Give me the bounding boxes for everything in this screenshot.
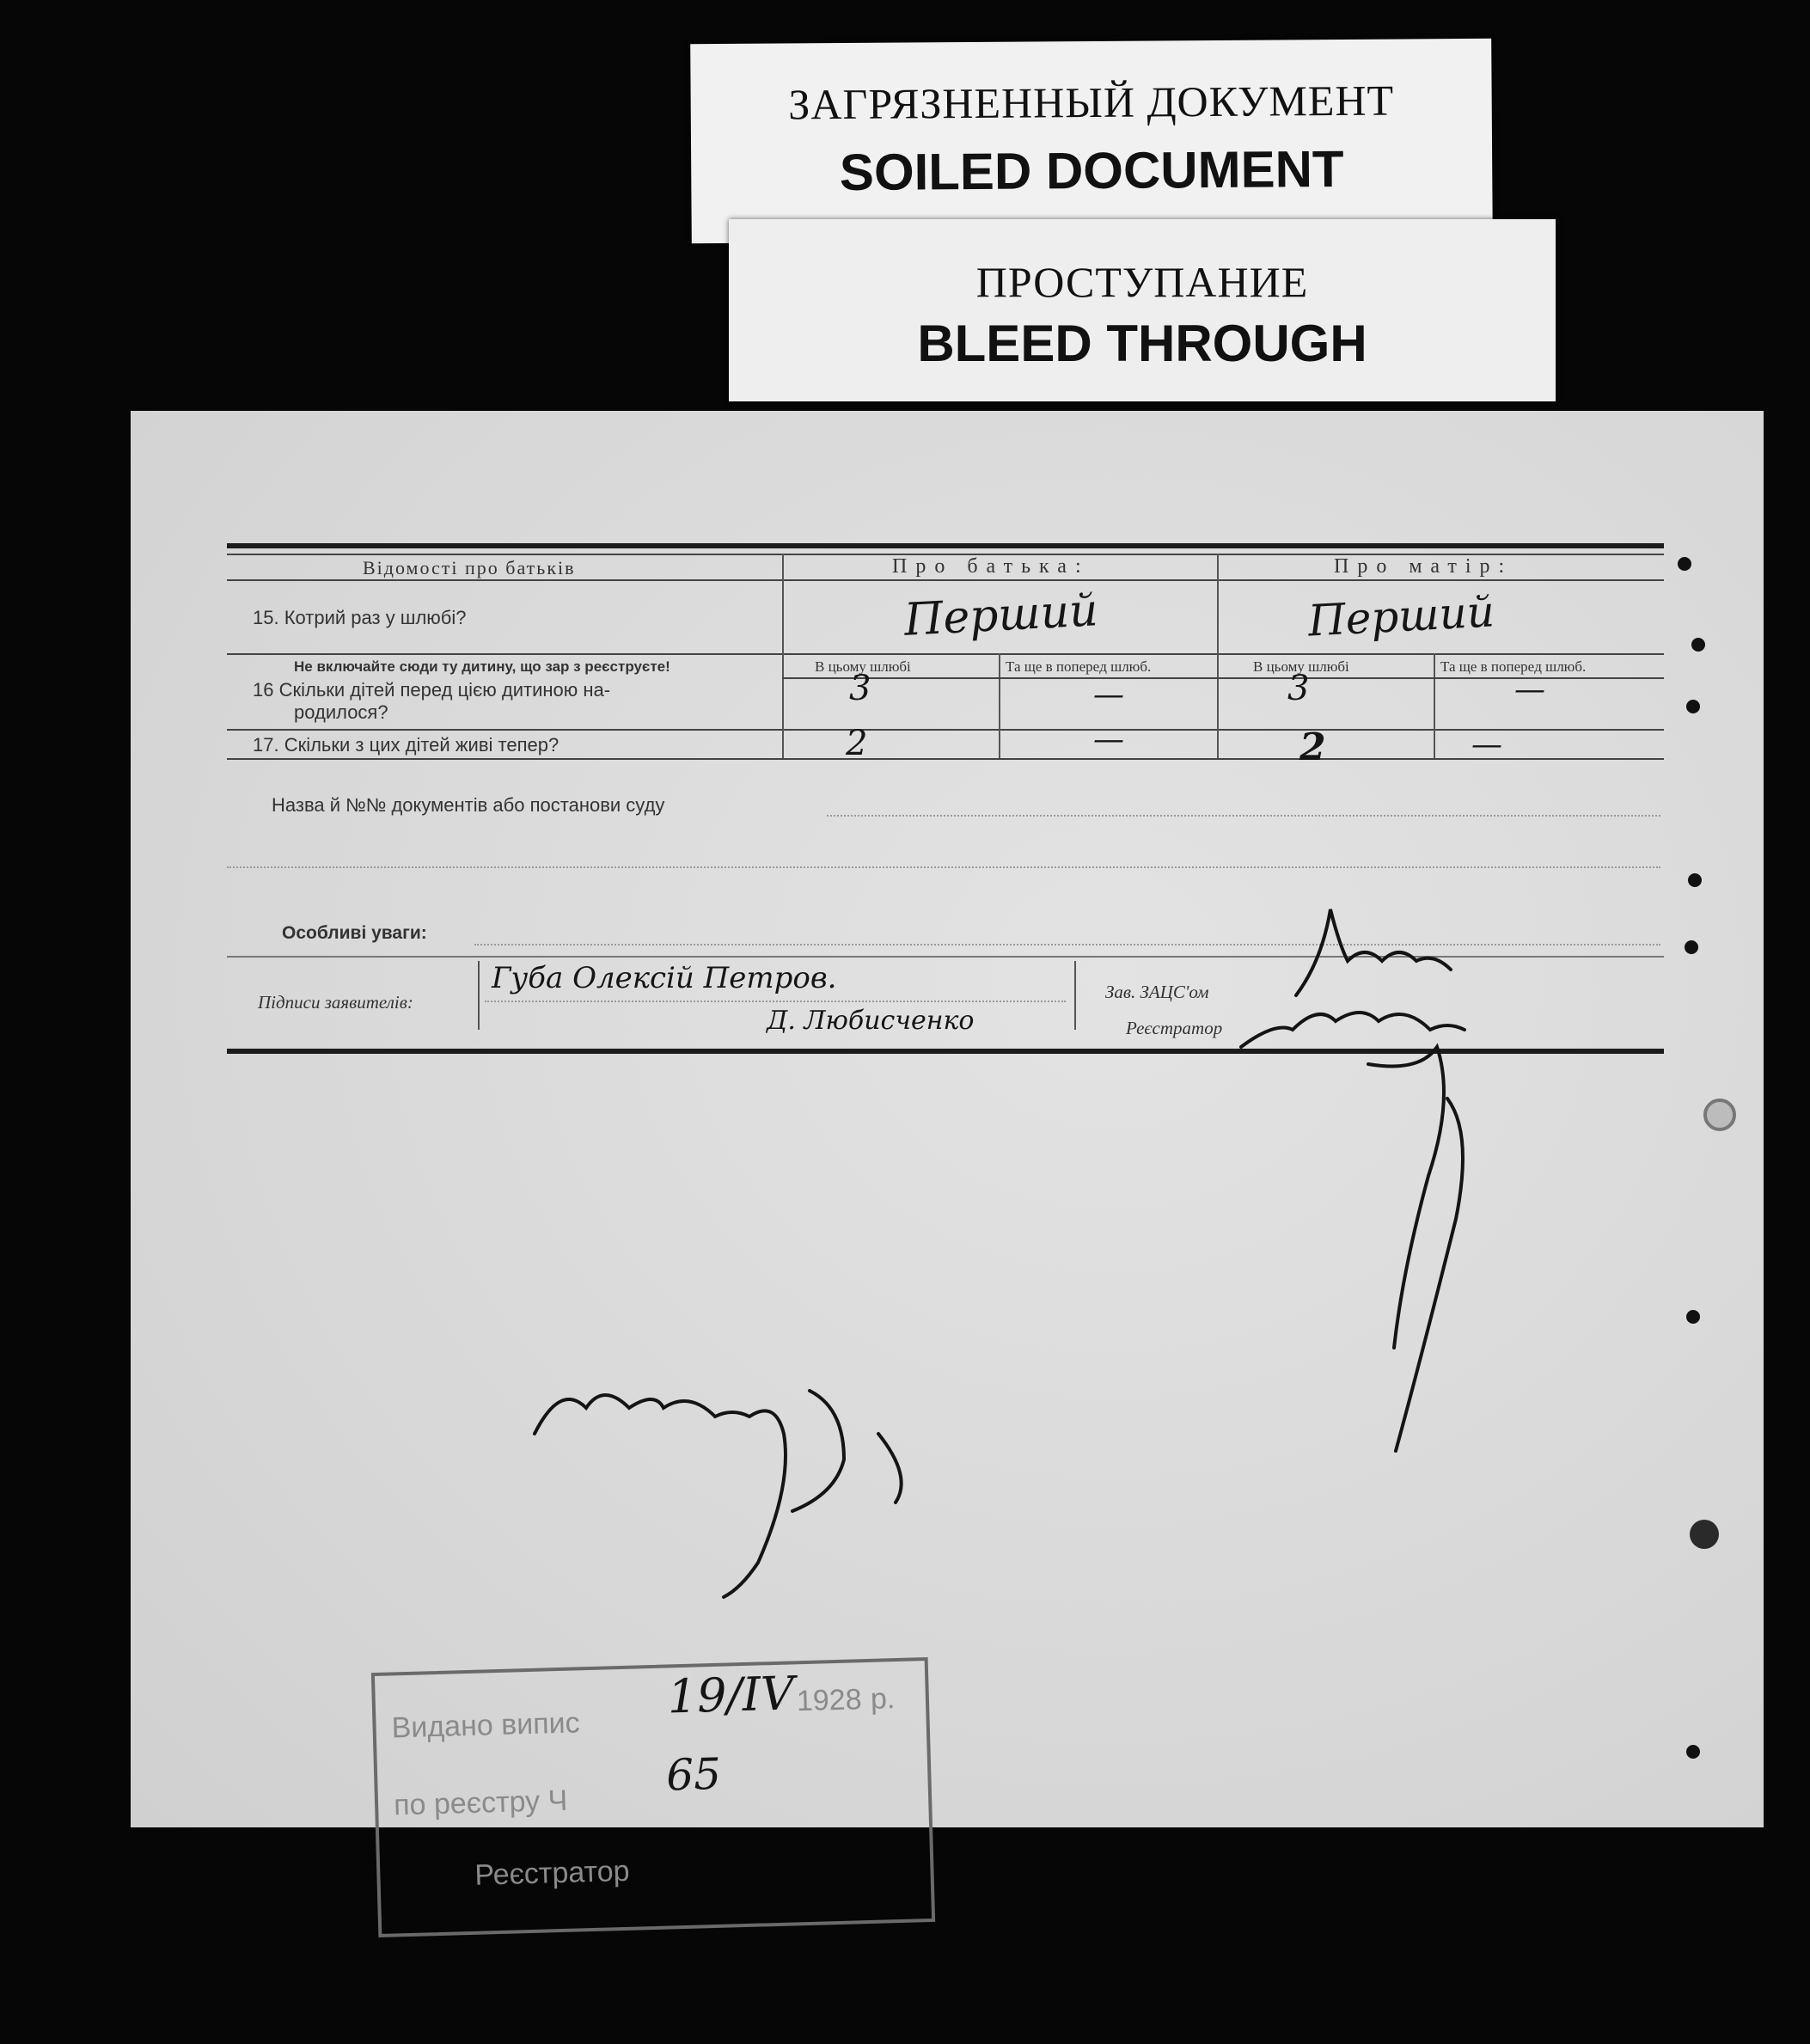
header-about-father: Про батька: [892,555,1090,578]
soiled-document-flag [690,39,1493,244]
question-16-line1: 16 Скільки дітей перед цією дитиною на- [253,679,611,701]
stamp-register-label: по реєстру Ч [393,1784,568,1822]
mother-alive-previous: — [1471,727,1502,762]
stamp-registrar-label: Реєстратор [474,1854,631,1892]
father-marriage-count: Перший [902,584,1100,646]
stamp-signature-tail [878,1434,902,1502]
registrar-signature-flourish [1368,1047,1463,1451]
father-alive-previous: — [1093,722,1124,757]
father-children-alive: 2 [846,724,868,763]
registrar-signature [1241,1013,1465,1047]
question-17: 17. Скільки з цих дітей живі тепер? [253,734,560,756]
bleed-flag-russian: ПРОСТУПАНИЕ [975,258,1309,306]
father-children-previous: — [1093,677,1124,713]
stamp-year: 1928 [796,1683,863,1718]
registrar-label: Реєстратор [1126,1018,1223,1038]
mother-marriage-count: Перший [1306,586,1496,646]
signatures-label: Підписи заявителів: [258,992,413,1013]
documents-label: Назва й №№ документів або постанови суду [272,794,665,816]
father-children-born: 3 [849,669,871,708]
question-15: 15. Котрий раз у шлюбі? [253,607,467,628]
soiled-flag-english: SOILED DOCUMENT [839,139,1344,202]
soiled-flag-russian: ЗАГРЯЗНЕННЫЙ ДОКУМЕНТ [788,76,1395,129]
subheader-previous-marriage-father: Та ще в попеpeд шлюб. [1006,658,1152,675]
applicant-signature-2: Д. Любисченко [767,1006,975,1036]
subheader-this-marriage-mother: В цьому шлюбі [1253,658,1349,675]
subheader-previous-marriage-mother: Та ще в попеpeд шлюб. [1440,658,1587,675]
question-16-note: Не включайте сюди ту дитину, що зар з реєструєте! [294,658,670,675]
signature-scrawls [131,411,1764,1827]
head-signature [1296,909,1451,995]
stamp-registrar-signature [535,1391,844,1597]
question-16-line2: родилося? [294,701,388,723]
bleed-flag-english: BLEED THROUGH [917,315,1367,372]
header-about-mother: Про матір: [1334,555,1513,578]
mother-children-alive: 2 [1299,725,1326,769]
stamp-issued-label: Видано випис [391,1706,581,1745]
remarks-label: Особливі уваги: [282,923,427,943]
stamp-year-suffix: р. [870,1682,896,1716]
document-sheet [131,411,1764,1892]
mother-children-previous: — [1514,672,1545,707]
head-of-registry-label: Зав. ЗАЦС'ом [1105,982,1209,1002]
stamp-register-number: 65 [665,1748,722,1801]
subheader-this-marriage-father: В цьому шлюбі [815,658,911,675]
header-parents-info: Відомості про батьків [363,557,576,578]
mother-children-born: 3 [1287,669,1310,708]
stamp-date-handwritten: 19/IV [666,1666,795,1724]
applicant-signature-1: Губа Олексій Петров. [492,961,837,995]
bleed-through-flag [729,219,1556,401]
